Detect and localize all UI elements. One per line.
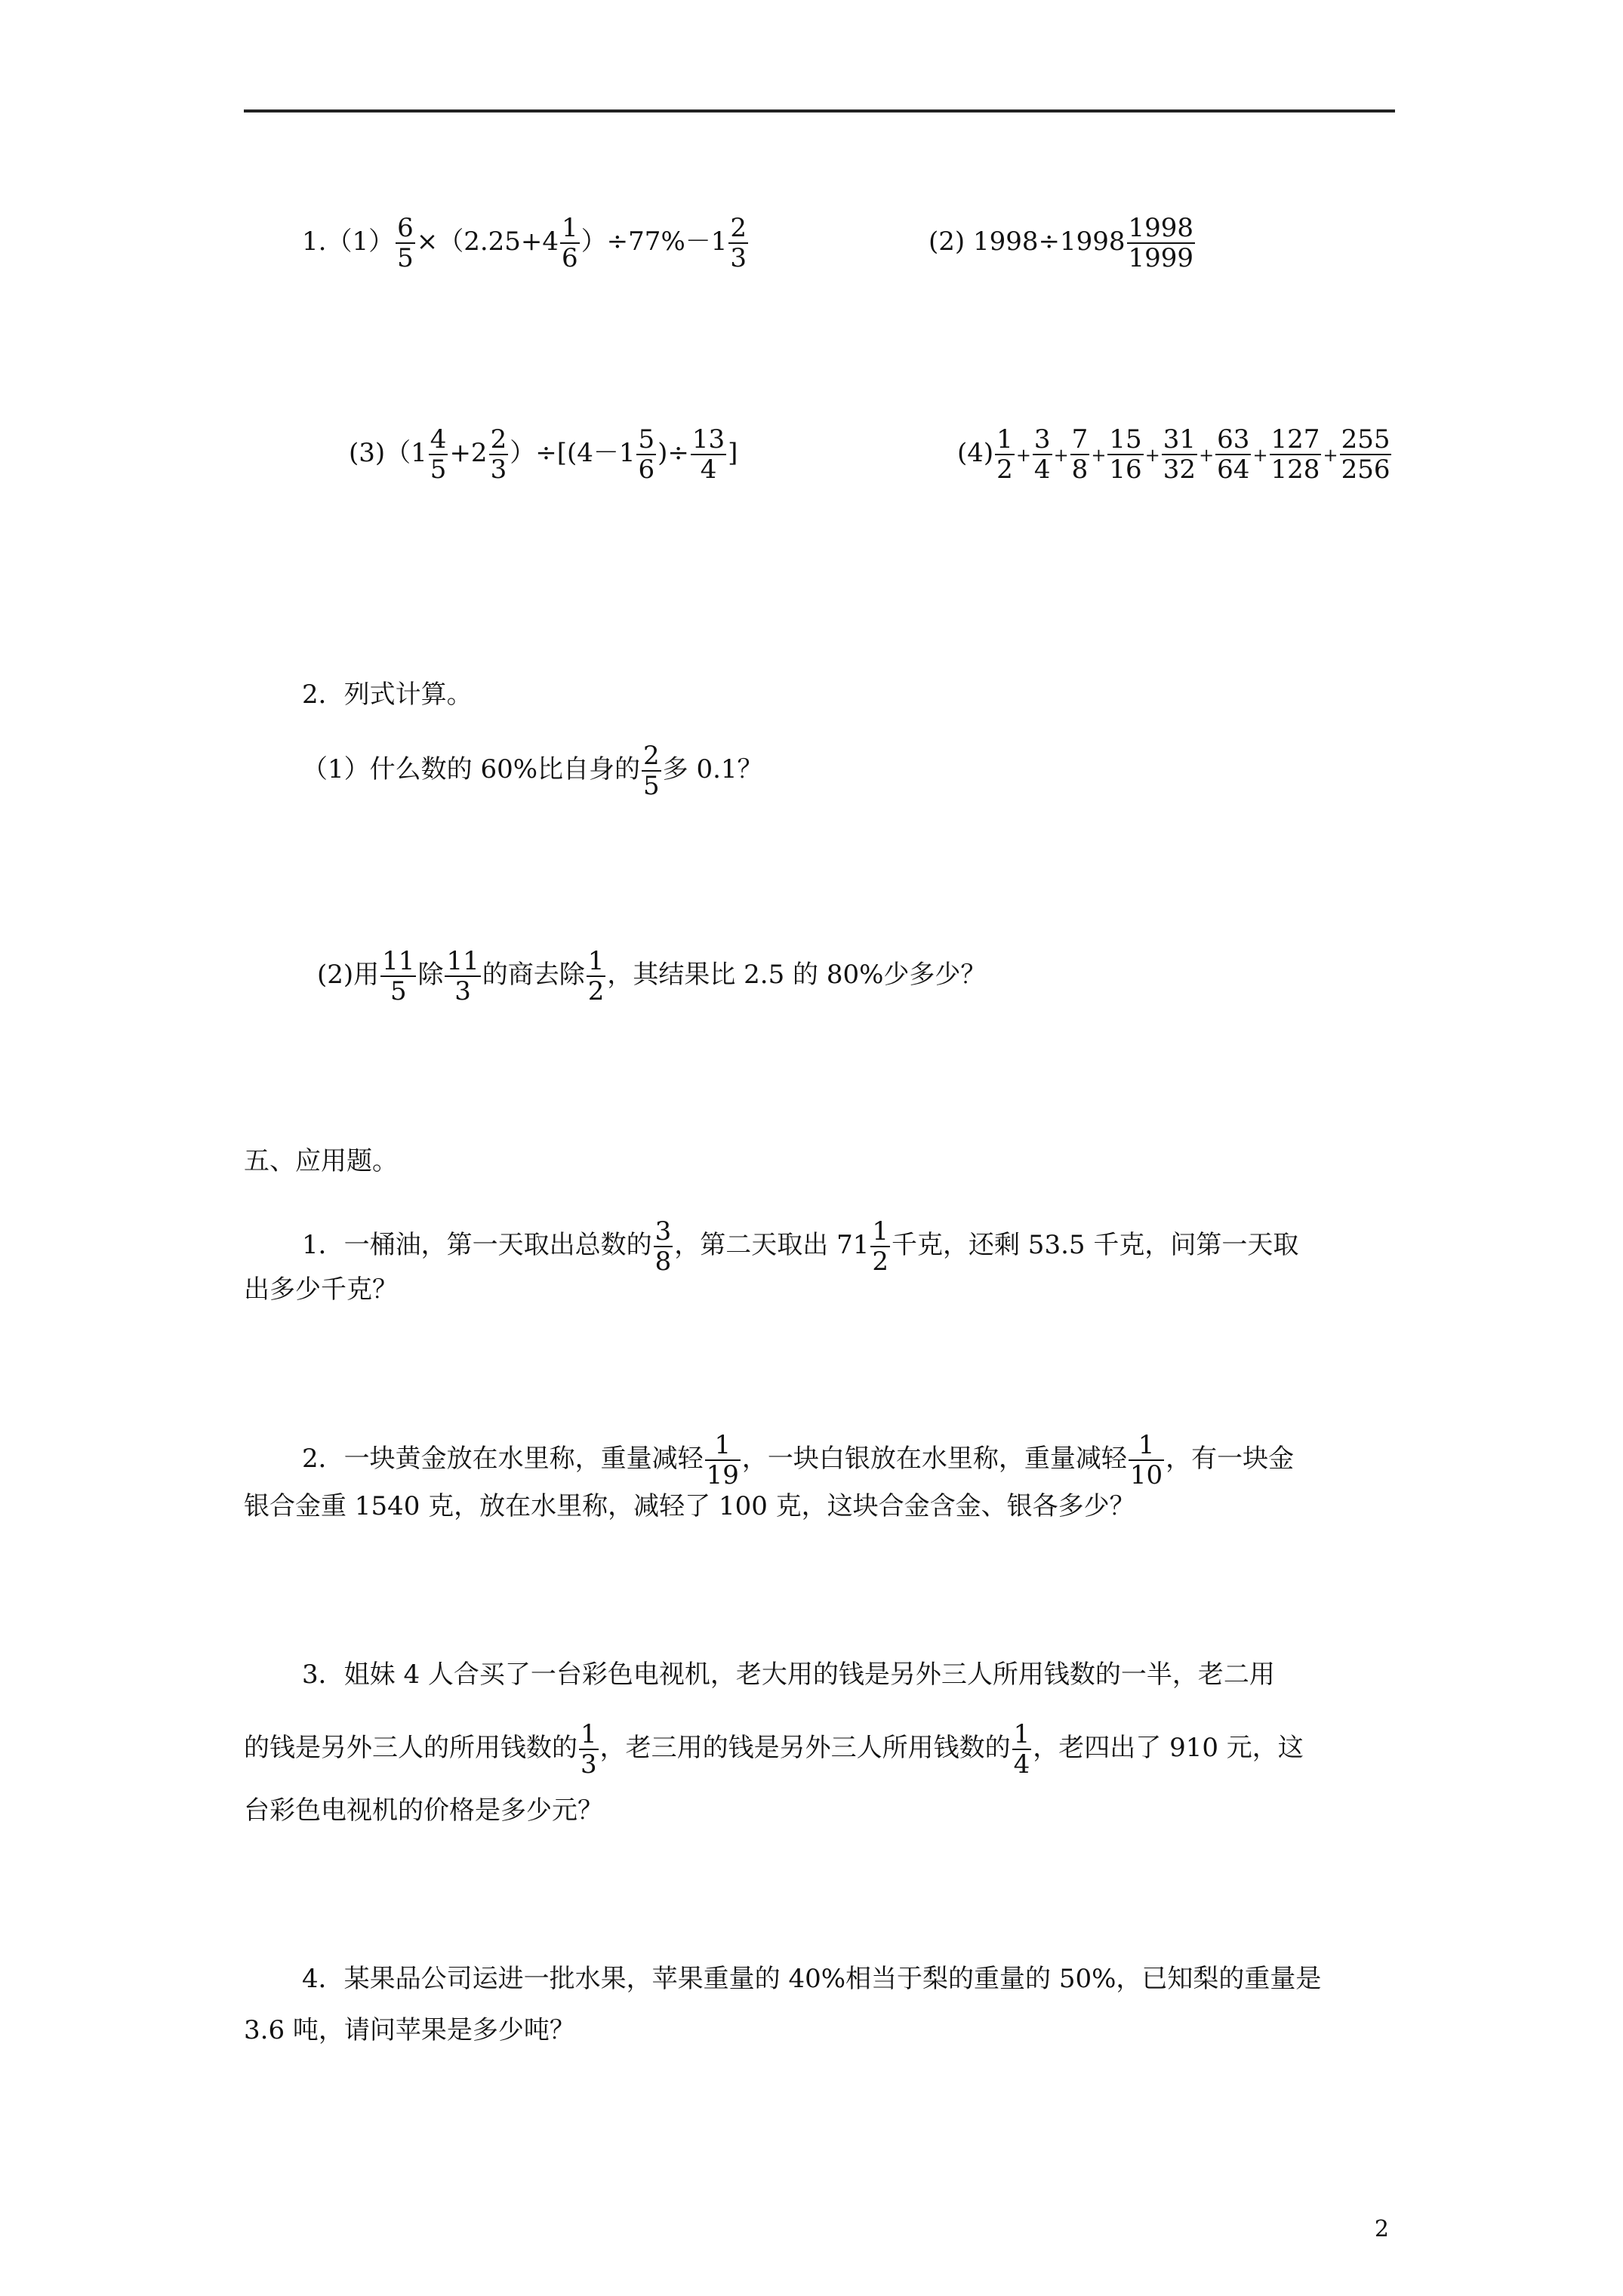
q2-sub2: (2)用 $\frac{11}{5}$ 除 $\frac{11}{3}$ 的商去除 $\frac{1}{2}$ ，其结果比 2.5 的 80%少多少？: [317, 946, 987, 1006]
plus-sign: +: [1091, 445, 1107, 466]
plus-sign: +: [1199, 445, 1215, 466]
problem2-line1: 2．一块黄金放在水里称，重量减轻 $\frac{1}{19}$ ，一块白银放在水里称，重量减轻 $\frac{1}{10}$ ，有一块金: [302, 1430, 1295, 1490]
q1-part4: (4) $\frac{1}{2}$ + $\frac{3}{4}$ + $\frac{7}{8}$ + $\frac{15}{16}$ + $\frac{31}{32}$ + $\frac{63}{64}$ + $\frac{127}{128}$ + $\frac{255}{256}$: [957, 425, 1393, 484]
problem4-line1: 4．某果品公司运进一批水果，苹果重量的 40%相当于梨的重量的 50%，已知梨的重量是: [302, 1964, 1322, 1994]
plus-sign: +: [1144, 445, 1160, 466]
series-fraction: $\frac{63}{64}$: [1217, 424, 1250, 485]
q2-title: 2．列式计算。: [302, 680, 473, 710]
series-fraction: $\frac{255}{256}$: [1341, 424, 1390, 485]
series-fraction: $\frac{7}{8}$: [1071, 424, 1089, 485]
q2-sub1: （1）什么数的 60%比自身的 $\frac{2}{5}$ 多 0.1？: [302, 741, 763, 801]
series-fraction: $\frac{127}{128}$: [1270, 424, 1320, 485]
problem1-line2: 出多少千克？: [244, 1274, 398, 1305]
q1-part1: 1.（1） $\frac{6}{5}$ ×（2.25+4 $\frac{1}{6}$ ）÷77%－1 $\frac{2}{3}$: [302, 213, 747, 273]
plus-sign: +: [1252, 445, 1268, 466]
q1-part2: (2) 1998÷1998 $\frac{1998}{1999}$: [929, 213, 1194, 273]
plus-sign: +: [1053, 445, 1069, 466]
series-fraction: $\frac{31}{32}$: [1163, 424, 1196, 485]
problem3-line2: 的钱是另外三人的所用钱数的 $\frac{1}{3}$ ，老三用的钱是另外三人所用钱数的 $\frac{1}{4}$ ，老四出了 910 元，这: [244, 1719, 1304, 1780]
q1-part3: (3)（1 $\frac{4}{5}$ +2 $\frac{2}{3}$ ）÷[(4－1 $\frac{5}{6}$ )÷ $\frac{13}{4}$ ]: [349, 424, 738, 485]
page-number: 2: [1374, 2216, 1389, 2242]
problem4-line2: 3.6 吨，请问苹果是多少吨？: [244, 2015, 575, 2045]
part5-title: 五、应用题。: [244, 1146, 398, 1176]
problem3-line3: 台彩色电视机的价格是多少元？: [244, 1795, 603, 1826]
problem3-line1: 3．姐妹 4 人合买了一台彩色电视机，老大用的钱是另外三人所用钱数的一半，老二用: [302, 1660, 1275, 1690]
problem2-line2: 银合金重 1540 克，放在水里称，减轻了 100 克，这块合金含金、银各多少？: [244, 1491, 1135, 1521]
plus-sign: +: [1323, 445, 1338, 466]
problem1-line1: 1．一桶油，第一天取出总数的 $\frac{3}{8}$ ，第二天取出 71 $\frac{1}{2}$ 千克，还剩 53.5 千克，问第一天取: [302, 1216, 1299, 1277]
header-rule: [244, 109, 1395, 112]
plus-sign: +: [1015, 445, 1031, 466]
series-fraction: $\frac{15}{16}$: [1109, 424, 1142, 485]
series-fraction: $\frac{3}{4}$: [1033, 424, 1051, 485]
series-fraction: $\frac{1}{2}$: [996, 424, 1013, 485]
